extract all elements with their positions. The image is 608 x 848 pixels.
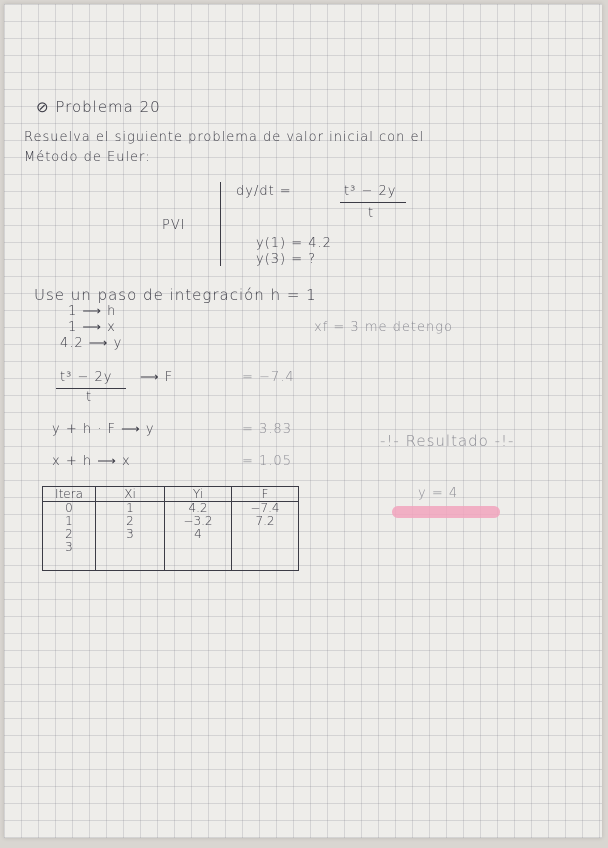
yi-column xyxy=(165,502,232,571)
header-yi: Yi xyxy=(165,487,232,502)
result-label: -!- Resultado -!- xyxy=(380,432,515,450)
itera-value: 2 xyxy=(65,527,73,541)
itera-column xyxy=(43,502,96,571)
header-xi: Xi xyxy=(96,487,165,502)
ode-fraction-bar xyxy=(340,202,406,203)
f-fraction-bar xyxy=(56,388,126,389)
step-instruction: Use un paso de integración h = 1 xyxy=(34,286,317,304)
target-query: y(3) = ? xyxy=(256,252,317,267)
f-cell-value: 7.2 xyxy=(255,514,275,528)
result-value: y = 4 xyxy=(418,486,459,501)
header-f: F xyxy=(232,487,299,502)
yi-value: 4 xyxy=(194,527,202,541)
yi-value: 4.2 xyxy=(188,501,208,515)
map-y: 4.2 ⟶ y xyxy=(60,336,123,351)
ode-denominator: t xyxy=(368,206,375,221)
y-update: y + h · F ⟶ y xyxy=(52,422,155,437)
f-cell-value: −7.4 xyxy=(250,501,280,515)
f-value: = −7.4 xyxy=(242,370,295,385)
table-header-row xyxy=(43,487,299,502)
iteration-table xyxy=(42,486,299,571)
itera-value: 0 xyxy=(65,501,73,515)
xi-value: 1 xyxy=(126,501,134,515)
f-denominator: t xyxy=(86,390,93,405)
pvi-label: PVI xyxy=(162,218,186,233)
map-h: 1 ⟶ h xyxy=(68,304,117,319)
stop-note: xf = 3 me detengo xyxy=(314,320,453,335)
x-value: = 1.05 xyxy=(242,454,292,469)
f-column xyxy=(232,502,299,571)
xi-value: 2 xyxy=(126,514,134,528)
table-row xyxy=(43,502,299,571)
xi-value: 3 xyxy=(126,527,134,541)
result-highlight xyxy=(392,506,500,518)
instruction-line-1: Resuelva el siguiente problema de valor inicial con el xyxy=(24,130,425,145)
pvi-brace xyxy=(220,182,225,266)
itera-value: 1 xyxy=(65,514,73,528)
problem-title: ⊘ Problema 20 xyxy=(36,98,161,116)
map-x: 1 ⟶ x xyxy=(68,320,116,335)
yi-value: −3.2 xyxy=(183,514,213,528)
instruction-line-2: Método de Euler: xyxy=(24,150,151,165)
xi-column xyxy=(96,502,165,571)
circle-bullet-icon: ⊘ xyxy=(36,98,56,116)
initial-condition: y(1) = 4.2 xyxy=(256,236,332,251)
f-numerator: t³ − 2y xyxy=(60,370,113,385)
y-value: = 3.83 xyxy=(242,422,292,437)
notebook-page xyxy=(4,4,602,838)
ode-lhs: dy/dt = xyxy=(236,184,292,199)
itera-value: 3 xyxy=(65,540,73,554)
ode-numerator: t³ − 2y xyxy=(344,184,397,199)
f-arrow: ⟶ F xyxy=(140,370,174,385)
header-itera: Itera xyxy=(43,487,96,502)
x-update: x + h ⟶ x xyxy=(52,454,131,469)
